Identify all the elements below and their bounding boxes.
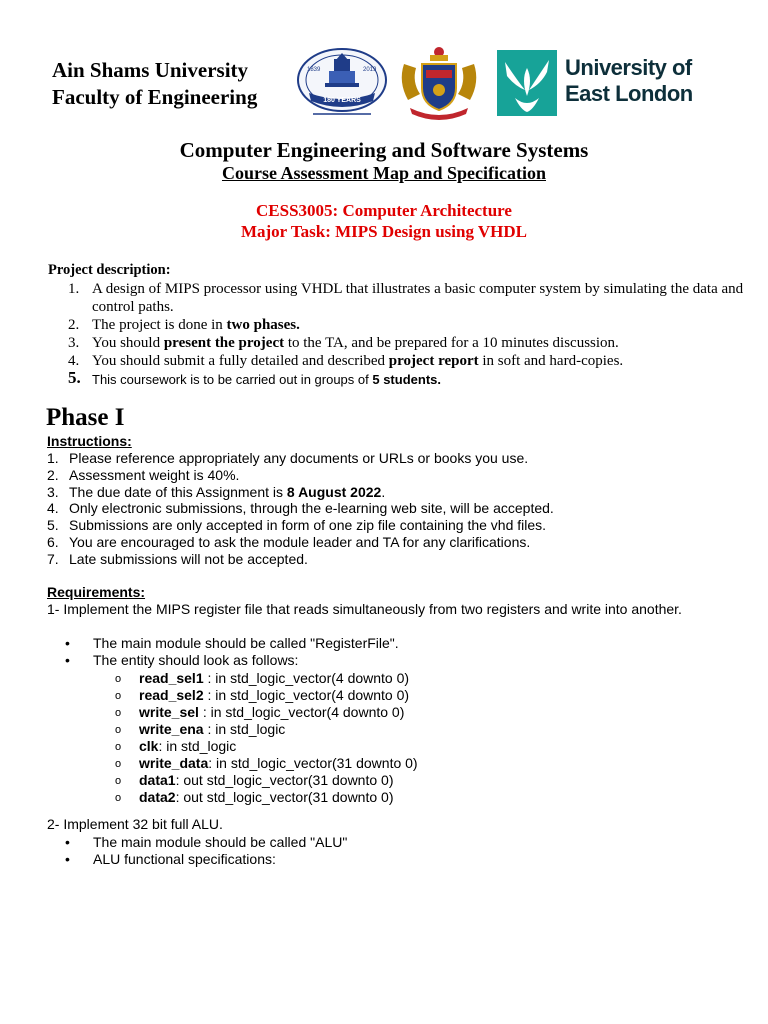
svg-text:1839: 1839 <box>307 67 321 73</box>
project-description-heading: Project description: <box>48 262 171 278</box>
project-item: 5. This coursework is to be carried out in groups of 5 students. <box>68 368 441 387</box>
entity-port-list <box>47 670 727 806</box>
port-item: o write_ena : in std_logic <box>115 721 286 737</box>
port-item: o data1: out std_logic_vector(31 downto 0) <box>115 772 394 788</box>
requirements-heading: Requirements: <box>47 584 146 600</box>
ain-shams-180-years-logo <box>295 47 389 121</box>
project-description-list <box>48 280 748 389</box>
uel-bird-logo <box>497 50 557 116</box>
document-subtitle: Course Assessment Map and Specification <box>221 163 546 183</box>
instruction-item: 7. Late submissions will not be accepted. <box>47 550 308 567</box>
instructions-list <box>47 450 747 568</box>
project-item: 1. A design of MIPS processor using VHDL that illustrates a basic computer system by simulating the data and control paths. <box>68 281 744 315</box>
instructions-heading: Instructions: <box>47 433 132 449</box>
port-item: o read_sel1 : in std_logic_vector(4 downto 0) <box>115 670 410 686</box>
coat-of-arms-crest <box>396 44 482 122</box>
port-item: o write_sel : in std_logic_vector(4 downto 0) <box>115 704 405 720</box>
svg-text:180 YEARS: 180 YEARS <box>323 97 361 104</box>
project-item: 3. You should present the project to the TA, and be prepared for a 10 minutes discussion. <box>68 335 619 351</box>
bullet-item: • The main module should be called "ALU" <box>65 834 348 850</box>
svg-text:2019: 2019 <box>363 67 377 73</box>
port-item: o clk: in std_logic <box>115 738 237 754</box>
instruction-item: 3. The due date of this Assignment is 8 August 2022. <box>47 483 386 500</box>
program-title: Computer Engineering and Software Systems <box>179 138 589 162</box>
phase-title: Phase I <box>46 404 125 431</box>
bullet-item: • ALU functional specifications: <box>65 851 276 867</box>
project-item: 2. The project is done in two phases. <box>68 317 300 333</box>
uel-wordmark: University of East London <box>565 55 693 106</box>
uel-logo <box>497 50 717 116</box>
instruction-item: 5. Submissions are only accepted in form of one zip file containing the vhd files. <box>47 517 547 534</box>
port-item: o write_data: in std_logic_vector(31 downto 0) <box>115 755 418 771</box>
bullet-item: • The entity should look as follows: <box>65 652 299 668</box>
requirement-2-text: 2- Implement 32 bit full ALU. <box>47 816 223 832</box>
instruction-item: 1. Please reference appropriately any documents or URLs or books you use. <box>47 450 529 466</box>
header-university-block <box>52 57 257 111</box>
requirement-1-text: 1- Implement the MIPS register file that reads simultaneously from two registers and write into another. <box>47 601 682 617</box>
bullet-item: • The main module should be called "RegisterFile". <box>65 635 399 651</box>
project-item: 4. You should submit a fully detailed and described project report in soft and hard-copies. <box>68 353 624 369</box>
faculty-name: Faculty of Engineering <box>52 85 258 109</box>
course-title: CESS3005: Computer Architecture <box>256 201 512 220</box>
task-title: Major Task: MIPS Design using VHDL <box>240 222 528 241</box>
instruction-item: 4. Only electronic submissions, through the e-learning web site, will be accepted. <box>47 500 554 517</box>
instruction-item: 2. Assessment weight is 40%. <box>47 466 240 483</box>
instruction-item: 6. You are encouraged to ask the module leader and TA for any clarifications. <box>47 533 531 550</box>
port-item: o read_sel2 : in std_logic_vector(4 downto 0) <box>115 687 410 703</box>
requirement-1-bullets <box>47 635 727 669</box>
university-name: Ain Shams University <box>52 58 249 82</box>
requirement-2-bullets <box>47 834 727 868</box>
port-item: o data2: out std_logic_vector(31 downto 0) <box>115 789 394 805</box>
